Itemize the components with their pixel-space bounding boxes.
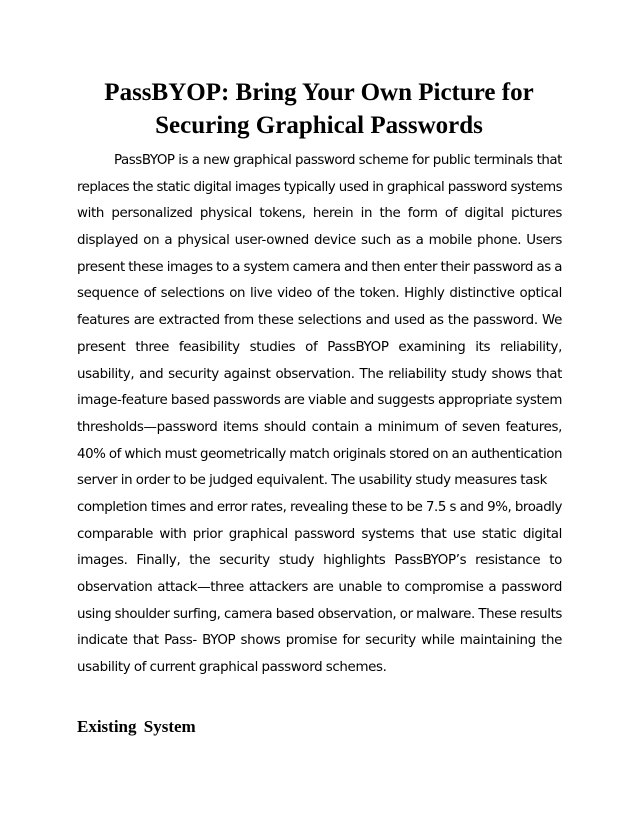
abstract-line: indicate that Pass- BYOP shows promise for security while maintaining the (77, 633, 562, 649)
abstract-line: present these images to a system camera and then enter their password as a (77, 259, 562, 275)
document-title (60, 76, 578, 142)
abstract-line: displayed on a physical user-owned device such as a mobile phone. Users (77, 233, 562, 249)
abstract-line: server in order to be judged equivalent. The usability study measures task (77, 473, 548, 489)
abstract-line: with personalized physical tokens, herein in the form of digital pictures (77, 206, 562, 222)
abstract-line: image-feature based passwords are viable and suggests appropriate system (77, 393, 563, 409)
abstract-line: features are extracted from these selections and used as the password. We (77, 313, 562, 329)
abstract-line: thresholds—password items should contain a minimum of seven features, (77, 419, 562, 435)
abstract-line: using shoulder surfing, camera based observation, or malware. These results (77, 606, 562, 622)
abstract-line: usability, and security against observation. The reliability study shows that (77, 366, 562, 382)
abstract-line: observation attack—three attackers are unable to compromise a password (77, 580, 562, 595)
abstract-line: comparable with prior graphical password systems that use static digital (77, 526, 562, 542)
abstract-line: 40% of which must geometrically match originals stored on an authentication (77, 446, 562, 462)
title-line: Securing Graphical Passwords (155, 112, 483, 139)
abstract-line: images. Finally, the security study highlights PassBYOP’s resistance to (77, 553, 562, 569)
abstract-line: sequence of selections on live video of the token. Highly distinctive optical (77, 286, 562, 302)
section-heading: Existing System (77, 717, 196, 736)
abstract-line: completion times and error rates, revealing these to be 7.5 s and 9%, broadly (77, 499, 562, 515)
abstract-line: usability of current graphical password schemes. (77, 660, 387, 676)
title-line: PassBYOP: Bring Your Own Picture for (104, 79, 534, 106)
abstract-line: replaces the static digital images typically used in graphical password systems (77, 179, 562, 195)
abstract-line: PassBYOP is a new graphical password scheme for public terminals that (114, 153, 562, 168)
abstract-paragraph (77, 148, 562, 682)
abstract-line: present three feasibility studies of PassBYOP examining its reliability, (77, 339, 562, 355)
